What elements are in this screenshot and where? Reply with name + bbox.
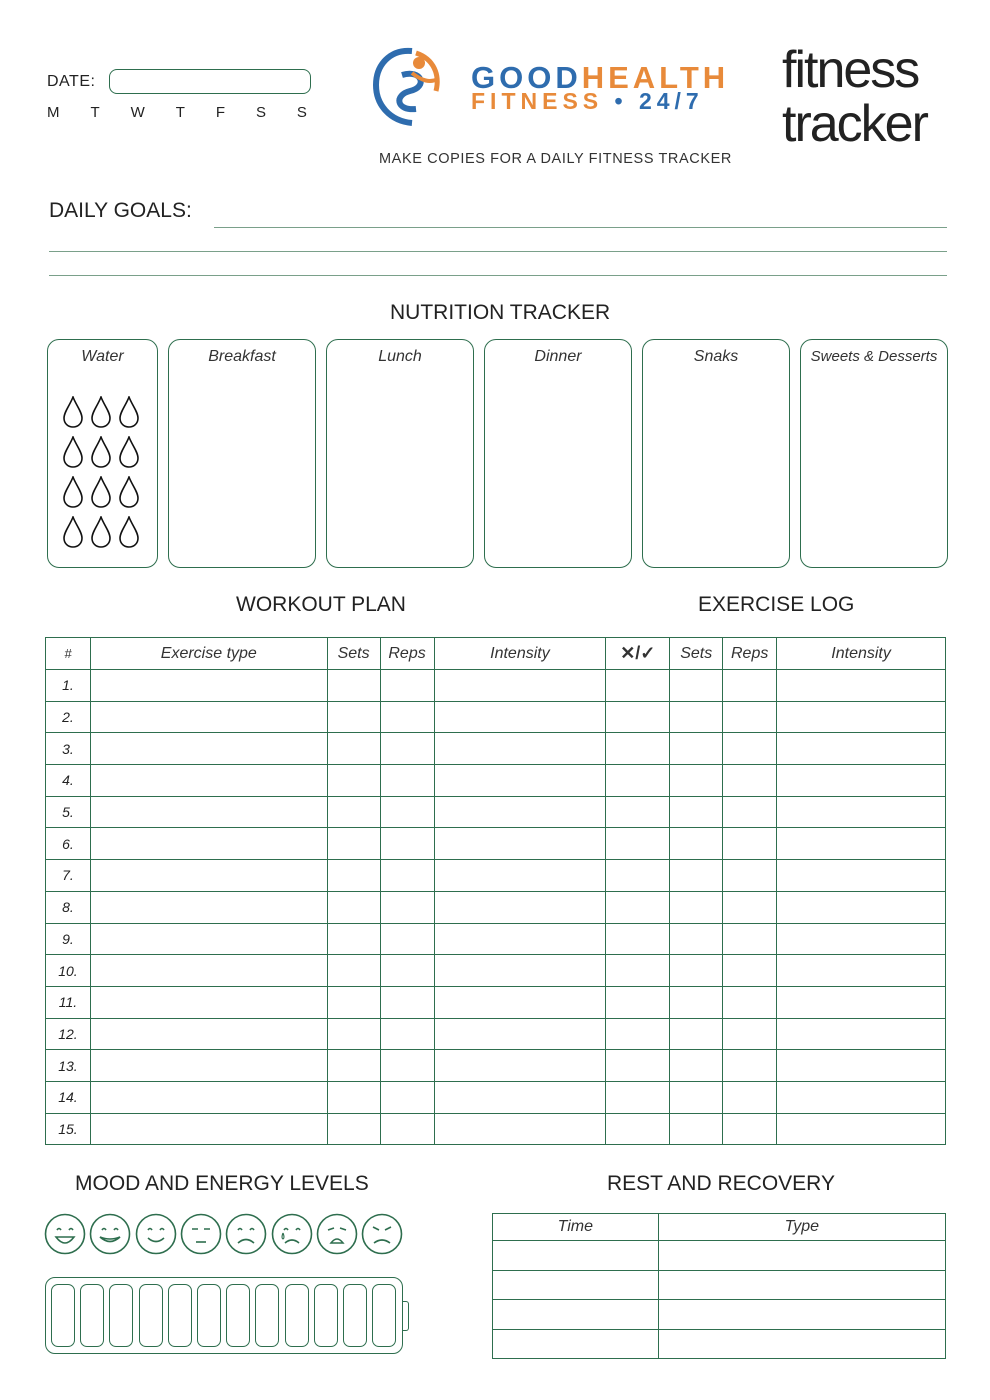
frowning-face-icon[interactable] (361, 1213, 403, 1255)
cell-log-sets[interactable] (670, 860, 723, 892)
col-done-check: ✕/✓ (606, 638, 670, 670)
cell-log-intensity[interactable] (777, 828, 946, 860)
dinner-box[interactable] (484, 339, 632, 568)
exercise-log-title: EXERCISE LOG (698, 593, 855, 616)
cell-exercise-type[interactable] (90, 986, 327, 1018)
cell-time[interactable] (493, 1270, 659, 1300)
cell-log-sets[interactable] (670, 891, 723, 923)
col-plan-sets: Sets (327, 638, 380, 670)
page-title-line1: fitness (782, 41, 919, 99)
cell-plan-sets[interactable] (327, 1113, 380, 1145)
cell-log-sets[interactable] (670, 828, 723, 860)
water-drop-icon[interactable] (62, 476, 84, 508)
cell-plan-intensity[interactable] (434, 1050, 606, 1082)
cell-done-check[interactable] (606, 923, 670, 955)
cell-done-check[interactable] (606, 733, 670, 765)
cell-log-intensity[interactable] (777, 701, 946, 733)
table-row (46, 1113, 946, 1145)
cell-log-reps[interactable] (723, 860, 777, 892)
cell-done-check[interactable] (606, 828, 670, 860)
nutrition-title: NUTRITION TRACKER (390, 301, 611, 324)
cell-log-reps[interactable] (723, 1113, 777, 1145)
day-thursday[interactable]: T (175, 104, 185, 121)
row-number: 11. (46, 986, 91, 1018)
rest-row (493, 1270, 946, 1300)
brand-name-line1: GOODHEALTH (471, 60, 730, 95)
cell-plan-reps[interactable] (380, 1018, 434, 1050)
cell-log-reps[interactable] (723, 1050, 777, 1082)
cell-type[interactable] (658, 1241, 945, 1271)
cell-plan-intensity[interactable] (434, 986, 606, 1018)
cell-plan-intensity[interactable] (434, 796, 606, 828)
rest-title: REST AND RECOVERY (607, 1172, 835, 1195)
daily-goals-label: DAILY GOALS: (49, 199, 192, 222)
table-row (46, 1018, 946, 1050)
energy-battery (45, 1277, 403, 1354)
day-friday[interactable]: F (215, 104, 225, 121)
table-row (46, 701, 946, 733)
cell-time[interactable] (493, 1329, 659, 1359)
laughing-face-icon[interactable] (44, 1213, 86, 1255)
cell-exercise-type[interactable] (90, 860, 327, 892)
water-drop-icon[interactable] (90, 436, 112, 468)
cell-plan-reps[interactable] (380, 733, 434, 765)
cell-log-intensity[interactable] (777, 670, 946, 702)
cell-plan-reps[interactable] (380, 891, 434, 923)
cell-plan-intensity[interactable] (434, 860, 606, 892)
cell-log-reps[interactable] (723, 701, 777, 733)
cell-plan-sets[interactable] (327, 701, 380, 733)
water-drop-icon[interactable] (90, 476, 112, 508)
cell-exercise-type[interactable] (90, 828, 327, 860)
cell-log-reps[interactable] (723, 986, 777, 1018)
row-number: 4. (46, 765, 91, 797)
cell-done-check[interactable] (606, 1081, 670, 1113)
table-row (46, 796, 946, 828)
cell-log-intensity[interactable] (777, 955, 946, 987)
energy-cell[interactable] (80, 1284, 104, 1347)
cell-plan-sets[interactable] (327, 828, 380, 860)
energy-cell[interactable] (285, 1284, 309, 1347)
cell-log-intensity[interactable] (777, 1081, 946, 1113)
cell-exercise-type[interactable] (90, 891, 327, 923)
row-number: 3. (46, 733, 91, 765)
cell-log-sets[interactable] (670, 765, 723, 797)
col-log-sets: Sets (670, 638, 723, 670)
goals-line-3[interactable] (49, 275, 947, 276)
cell-plan-reps[interactable] (380, 860, 434, 892)
cell-log-sets[interactable] (670, 1018, 723, 1050)
cell-exercise-type[interactable] (90, 1113, 327, 1145)
cell-log-reps[interactable] (723, 828, 777, 860)
cell-plan-intensity[interactable] (434, 1018, 606, 1050)
energy-cell[interactable] (51, 1284, 75, 1347)
cell-done-check[interactable] (606, 1050, 670, 1082)
water-label: Water (81, 348, 124, 365)
table-row (46, 923, 946, 955)
col-number: # (46, 638, 91, 670)
cell-plan-reps[interactable] (380, 796, 434, 828)
rest-row (493, 1329, 946, 1359)
brand-name-line2: FITNESS • 24/7 (471, 88, 704, 114)
water-drop-icon[interactable] (90, 516, 112, 548)
cell-exercise-type[interactable] (90, 955, 327, 987)
cell-done-check[interactable] (606, 891, 670, 923)
weekday-selector (47, 104, 307, 121)
energy-cell[interactable] (314, 1284, 338, 1347)
energy-cell[interactable] (255, 1284, 279, 1347)
cell-done-check[interactable] (606, 986, 670, 1018)
cell-plan-intensity[interactable] (434, 733, 606, 765)
energy-cell[interactable] (139, 1284, 163, 1347)
col-log-reps: Reps (723, 638, 777, 670)
cell-log-reps[interactable] (723, 1081, 777, 1113)
cell-log-intensity[interactable] (777, 986, 946, 1018)
cell-log-reps[interactable] (723, 891, 777, 923)
cell-time[interactable] (493, 1241, 659, 1271)
cell-plan-sets[interactable] (327, 670, 380, 702)
page-subtitle: MAKE COPIES FOR A DAILY FITNESS TRACKER (379, 151, 732, 167)
sweets-label: Sweets & Desserts (810, 348, 938, 365)
cell-log-sets[interactable] (670, 670, 723, 702)
workout-table (45, 637, 946, 1145)
cell-done-check[interactable] (606, 796, 670, 828)
cell-plan-sets[interactable] (327, 891, 380, 923)
row-number: 2. (46, 701, 91, 733)
cell-plan-reps[interactable] (380, 701, 434, 733)
row-number: 14. (46, 1081, 91, 1113)
page-title-line2: tracker (782, 95, 927, 153)
day-sunday[interactable]: S (296, 104, 307, 121)
cell-plan-intensity[interactable] (434, 955, 606, 987)
rest-row (493, 1300, 946, 1330)
cell-log-intensity[interactable] (777, 1050, 946, 1082)
date-field[interactable] (109, 69, 311, 94)
cell-log-sets[interactable] (670, 733, 723, 765)
water-drop-icon[interactable] (62, 436, 84, 468)
cell-log-reps[interactable] (723, 1018, 777, 1050)
row-number: 9. (46, 923, 91, 955)
water-drop-icon[interactable] (118, 436, 140, 468)
cell-log-intensity[interactable] (777, 796, 946, 828)
mood-title: MOOD AND ENERGY LEVELS (75, 1172, 369, 1195)
cell-done-check[interactable] (606, 1113, 670, 1145)
table-row (46, 733, 946, 765)
cell-log-sets[interactable] (670, 1050, 723, 1082)
lunch-label: Lunch (378, 348, 422, 365)
row-number: 1. (46, 670, 91, 702)
energy-cell[interactable] (343, 1284, 367, 1347)
rest-table (492, 1213, 946, 1359)
cell-exercise-type[interactable] (90, 701, 327, 733)
breakfast-box[interactable] (168, 339, 316, 568)
cell-log-intensity[interactable] (777, 891, 946, 923)
table-row (46, 670, 946, 702)
cell-plan-intensity[interactable] (434, 1081, 606, 1113)
table-row (46, 986, 946, 1018)
snacks-label: Snaks (693, 348, 739, 365)
cell-done-check[interactable] (606, 765, 670, 797)
upset-face-icon[interactable] (316, 1213, 358, 1255)
cell-plan-intensity[interactable] (434, 923, 606, 955)
cell-log-reps[interactable] (723, 733, 777, 765)
goals-line-1[interactable] (214, 227, 947, 228)
cell-plan-sets[interactable] (327, 733, 380, 765)
cell-plan-intensity[interactable] (434, 891, 606, 923)
cell-plan-intensity[interactable] (434, 765, 606, 797)
cell-done-check[interactable] (606, 701, 670, 733)
rest-row (493, 1241, 946, 1271)
row-number: 8. (46, 891, 91, 923)
cell-type[interactable] (658, 1300, 945, 1330)
row-number: 5. (46, 796, 91, 828)
cell-exercise-type[interactable] (90, 1018, 327, 1050)
cell-exercise-type[interactable] (90, 765, 327, 797)
row-number: 12. (46, 1018, 91, 1050)
cell-plan-intensity[interactable] (434, 1113, 606, 1145)
cell-plan-reps[interactable] (380, 828, 434, 860)
table-row (46, 1050, 946, 1082)
cell-exercise-type[interactable] (90, 1081, 327, 1113)
cell-plan-sets[interactable] (327, 1081, 380, 1113)
row-number: 7. (46, 860, 91, 892)
cell-plan-sets[interactable] (327, 796, 380, 828)
cell-log-intensity[interactable] (777, 923, 946, 955)
cell-log-reps[interactable] (723, 796, 777, 828)
grinning-face-icon[interactable] (89, 1213, 131, 1255)
cell-log-reps[interactable] (723, 670, 777, 702)
day-wednesday[interactable]: W (130, 104, 145, 121)
cell-plan-reps[interactable] (380, 923, 434, 955)
cell-done-check[interactable] (606, 860, 670, 892)
cell-exercise-type[interactable] (90, 670, 327, 702)
cell-plan-reps[interactable] (380, 955, 434, 987)
cell-log-intensity[interactable] (777, 1018, 946, 1050)
cell-log-reps[interactable] (723, 765, 777, 797)
cell-plan-reps[interactable] (380, 1113, 434, 1145)
cell-log-reps[interactable] (723, 923, 777, 955)
table-row (46, 828, 946, 860)
day-monday[interactable]: M (47, 104, 60, 121)
row-number: 10. (46, 955, 91, 987)
cell-plan-reps[interactable] (380, 986, 434, 1018)
energy-cell[interactable] (109, 1284, 133, 1347)
crying-face-icon[interactable] (271, 1213, 313, 1255)
sweets-box[interactable] (800, 339, 948, 568)
snacks-box[interactable] (642, 339, 790, 568)
cell-log-intensity[interactable] (777, 765, 946, 797)
cell-log-sets[interactable] (670, 955, 723, 987)
cell-plan-sets[interactable] (327, 860, 380, 892)
row-number: 6. (46, 828, 91, 860)
table-row (46, 860, 946, 892)
water-drop-icon[interactable] (118, 396, 140, 428)
energy-cell[interactable] (226, 1284, 250, 1347)
cell-plan-sets[interactable] (327, 1018, 380, 1050)
cell-exercise-type[interactable] (90, 733, 327, 765)
energy-cell[interactable] (197, 1284, 221, 1347)
energy-cell[interactable] (168, 1284, 192, 1347)
cell-log-sets[interactable] (670, 796, 723, 828)
cell-log-reps[interactable] (723, 955, 777, 987)
cell-plan-reps[interactable] (380, 1050, 434, 1082)
cell-done-check[interactable] (606, 670, 670, 702)
date-label: DATE: (47, 73, 96, 90)
col-type: Type (658, 1214, 945, 1241)
cell-type[interactable] (658, 1270, 945, 1300)
row-number: 13. (46, 1050, 91, 1082)
sad-face-icon[interactable] (225, 1213, 267, 1255)
cell-plan-sets[interactable] (327, 923, 380, 955)
col-exercise-type: Exercise type (90, 638, 327, 670)
col-plan-reps: Reps (380, 638, 434, 670)
smiling-face-icon[interactable] (135, 1213, 177, 1255)
water-drop-icon[interactable] (118, 476, 140, 508)
cell-type[interactable] (658, 1329, 945, 1359)
col-time: Time (493, 1214, 659, 1241)
table-header-row (46, 638, 946, 670)
cell-exercise-type[interactable] (90, 923, 327, 955)
energy-cell[interactable] (372, 1284, 396, 1347)
cell-log-sets[interactable] (670, 923, 723, 955)
cell-log-sets[interactable] (670, 986, 723, 1018)
water-box[interactable] (47, 339, 158, 568)
cell-plan-reps[interactable] (380, 1081, 434, 1113)
goals-line-2[interactable] (49, 251, 947, 252)
cell-plan-sets[interactable] (327, 765, 380, 797)
cell-log-sets[interactable] (670, 1113, 723, 1145)
cell-exercise-type[interactable] (90, 796, 327, 828)
water-drop-icon[interactable] (62, 396, 84, 428)
day-saturday[interactable]: S (255, 104, 266, 121)
cell-log-sets[interactable] (670, 1081, 723, 1113)
water-drop-icon[interactable] (118, 516, 140, 548)
cell-plan-reps[interactable] (380, 670, 434, 702)
cell-time[interactable] (493, 1300, 659, 1330)
table-row (46, 891, 946, 923)
workout-plan-title: WORKOUT PLAN (236, 593, 406, 616)
water-drop-icon[interactable] (90, 396, 112, 428)
water-drop-icon[interactable] (62, 516, 84, 548)
row-number: 15. (46, 1113, 91, 1145)
cell-plan-intensity[interactable] (434, 701, 606, 733)
brand-logo-icon (372, 45, 442, 127)
table-row (46, 1081, 946, 1113)
cell-plan-intensity[interactable] (434, 828, 606, 860)
cell-done-check[interactable] (606, 1018, 670, 1050)
cell-log-sets[interactable] (670, 701, 723, 733)
lunch-box[interactable] (326, 339, 474, 568)
cell-done-check[interactable] (606, 955, 670, 987)
col-plan-intensity: Intensity (434, 638, 606, 670)
neutral-face-icon[interactable] (180, 1213, 222, 1255)
cell-log-intensity[interactable] (777, 733, 946, 765)
cell-plan-sets[interactable] (327, 955, 380, 987)
table-row (46, 765, 946, 797)
cell-log-intensity[interactable] (777, 860, 946, 892)
cell-plan-sets[interactable] (327, 986, 380, 1018)
cell-plan-sets[interactable] (327, 1050, 380, 1082)
cell-plan-intensity[interactable] (434, 670, 606, 702)
breakfast-label: Breakfast (208, 348, 276, 365)
cell-plan-reps[interactable] (380, 765, 434, 797)
col-log-intensity: Intensity (777, 638, 946, 670)
cell-exercise-type[interactable] (90, 1050, 327, 1082)
rest-header-row (493, 1214, 946, 1241)
table-row (46, 955, 946, 987)
cell-log-intensity[interactable] (777, 1113, 946, 1145)
day-tuesday[interactable]: T (90, 104, 100, 121)
battery-tip (403, 1301, 409, 1331)
dinner-label: Dinner (534, 348, 582, 365)
